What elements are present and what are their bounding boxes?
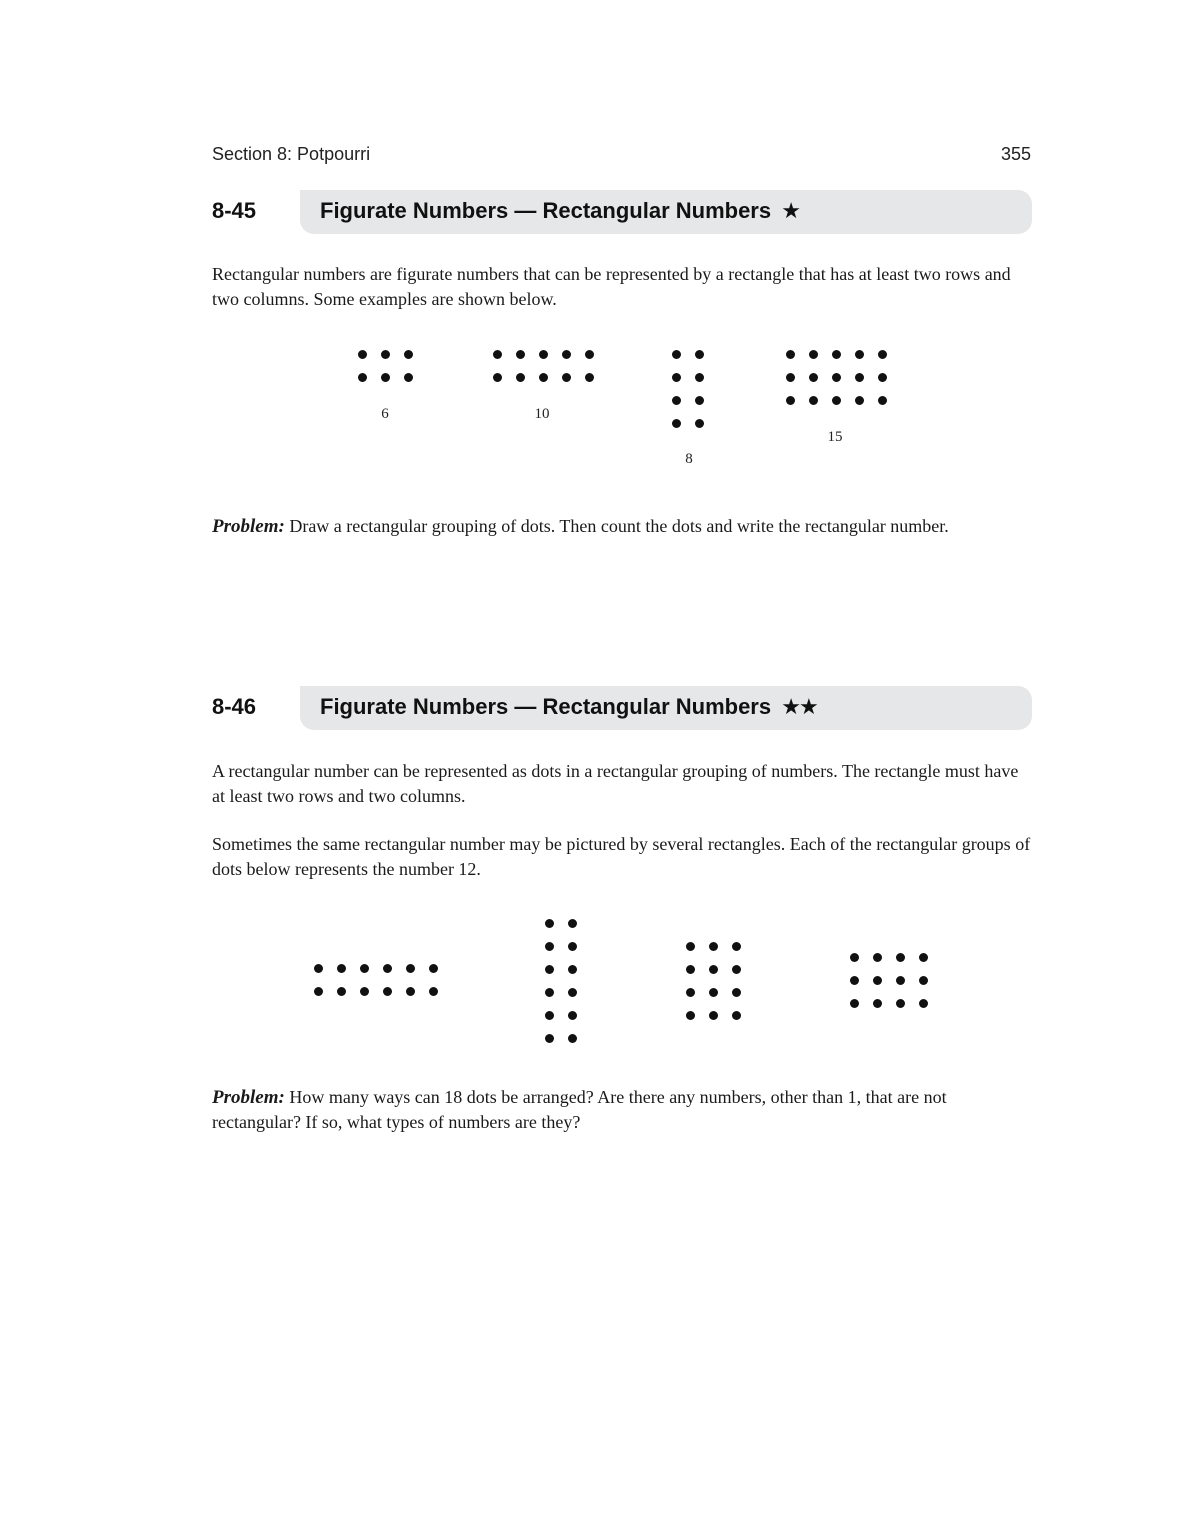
- dot: [539, 350, 548, 359]
- dot: [568, 988, 577, 997]
- problem-title-text: Figurate Numbers — Rectangular Numbers: [320, 198, 772, 223]
- dot: [429, 964, 438, 973]
- dot: [832, 350, 841, 359]
- dot: [562, 373, 571, 382]
- dot: [672, 396, 681, 405]
- dot: [516, 373, 525, 382]
- dot: [709, 942, 718, 951]
- problem-number: 8-46: [212, 694, 257, 719]
- dot: [568, 965, 577, 974]
- dot: [709, 1011, 718, 1020]
- dot: [568, 1011, 577, 1020]
- dot: [709, 965, 718, 974]
- dot: [896, 953, 905, 962]
- dot: [686, 965, 695, 974]
- dot: [832, 373, 841, 382]
- dot: [545, 919, 554, 928]
- dot: [686, 942, 695, 951]
- two-stars-icon: ★★: [781, 694, 817, 719]
- dot-figure-4x3: [686, 942, 755, 1034]
- dot: [686, 988, 695, 997]
- dot: [429, 987, 438, 996]
- dot: [493, 350, 502, 359]
- problem-8-46-question: [212, 1085, 1032, 1135]
- dot-figure-15: [786, 350, 901, 419]
- dot: [568, 919, 577, 928]
- dot: [539, 373, 548, 382]
- dot: [672, 419, 681, 428]
- dot: [832, 396, 841, 405]
- star-icon: ★: [781, 198, 799, 223]
- dot: [383, 987, 392, 996]
- dot: [878, 373, 887, 382]
- dot: [314, 987, 323, 996]
- dot: [516, 350, 525, 359]
- dot: [809, 350, 818, 359]
- dot: [383, 964, 392, 973]
- dot: [850, 999, 859, 1008]
- dot-figure-6x2: [545, 919, 591, 1057]
- dot: [406, 964, 415, 973]
- figure-label: 15: [827, 429, 843, 445]
- problem-number: 8-45: [212, 198, 257, 223]
- dot: [850, 976, 859, 985]
- problem-8-46-intro-2: Sometimes the same rectangular number may be pictured by several rectangles. Each of the rectangular groups of dots below represents the number 12.: [212, 834, 1031, 879]
- problem-title-text: Figurate Numbers — Rectangular Numbers: [320, 694, 772, 719]
- dot: [732, 988, 741, 997]
- dot: [360, 987, 369, 996]
- problem-lead: Problem:: [212, 516, 285, 537]
- page-number: 355: [1000, 144, 1031, 164]
- dot: [493, 373, 502, 382]
- dot: [695, 419, 704, 428]
- dot: [545, 1011, 554, 1020]
- dot: [381, 350, 390, 359]
- dot-figure-8: [672, 350, 718, 442]
- dot-figure-6: [358, 350, 427, 396]
- dot: [919, 976, 928, 985]
- dot: [337, 987, 346, 996]
- dot: [709, 988, 718, 997]
- problem-text: Draw a rectangular grouping of dots. Then count the dots and write the rectangular number.: [284, 516, 949, 536]
- figure-label: 6: [381, 406, 389, 422]
- dot: [695, 396, 704, 405]
- dot: [850, 953, 859, 962]
- dot: [809, 396, 818, 405]
- dot: [896, 999, 905, 1008]
- dot: [695, 350, 704, 359]
- problem-title: [320, 198, 799, 224]
- problem-8-45-question: [212, 514, 1032, 539]
- dot: [786, 373, 795, 382]
- dot: [732, 1011, 741, 1020]
- dot: [919, 953, 928, 962]
- figure-label: 10: [534, 406, 550, 422]
- dot: [873, 953, 882, 962]
- dot: [878, 350, 887, 359]
- dot: [873, 976, 882, 985]
- dot: [404, 350, 413, 359]
- figure-label: 8: [685, 451, 693, 467]
- dot: [919, 999, 928, 1008]
- dot: [545, 942, 554, 951]
- dot: [358, 373, 367, 382]
- dot: [809, 373, 818, 382]
- dot: [695, 373, 704, 382]
- problem-text: How many ways can 18 dots be arranged? Are there any numbers, other than 1, that are not rectangular? If so, what types of numbers are they?: [212, 1087, 947, 1132]
- problem-lead: Problem:: [212, 1087, 285, 1108]
- dot: [545, 988, 554, 997]
- dot: [732, 965, 741, 974]
- section-title: Section 8: Potpourri: [212, 144, 371, 164]
- dot: [545, 965, 554, 974]
- dot: [562, 350, 571, 359]
- dot: [732, 942, 741, 951]
- dot: [568, 1034, 577, 1043]
- problem-8-45-intro: Rectangular numbers are figurate numbers that can be represented by a rectangle that has at least two rows and two columns. Some examples are shown below.: [212, 264, 1011, 309]
- dot: [381, 373, 390, 382]
- dot: [855, 396, 864, 405]
- dot: [585, 350, 594, 359]
- dot: [786, 396, 795, 405]
- dot: [672, 350, 681, 359]
- dot: [878, 396, 887, 405]
- dot-figure-2x6: [314, 964, 452, 1010]
- dot: [855, 350, 864, 359]
- dot: [360, 964, 369, 973]
- dot: [406, 987, 415, 996]
- dot: [686, 1011, 695, 1020]
- dot: [855, 373, 864, 382]
- dot: [358, 350, 367, 359]
- dot: [545, 1034, 554, 1043]
- dot: [337, 964, 346, 973]
- dot: [314, 964, 323, 973]
- dot-figure-10: [493, 350, 608, 396]
- dot: [568, 942, 577, 951]
- problem-8-46-intro-1: A rectangular number can be represented as dots in a rectangular grouping of numbers. The rectangle must have at least two rows and two columns.: [212, 761, 1019, 806]
- dot: [896, 976, 905, 985]
- dot-figure-3x4: [850, 953, 942, 1022]
- dot: [873, 999, 882, 1008]
- dot: [585, 373, 594, 382]
- problem-8-46-heading: [212, 686, 1032, 730]
- problem-title: [320, 694, 817, 720]
- problem-8-45-heading: [212, 190, 1032, 234]
- dot: [672, 373, 681, 382]
- dot: [786, 350, 795, 359]
- dot: [404, 373, 413, 382]
